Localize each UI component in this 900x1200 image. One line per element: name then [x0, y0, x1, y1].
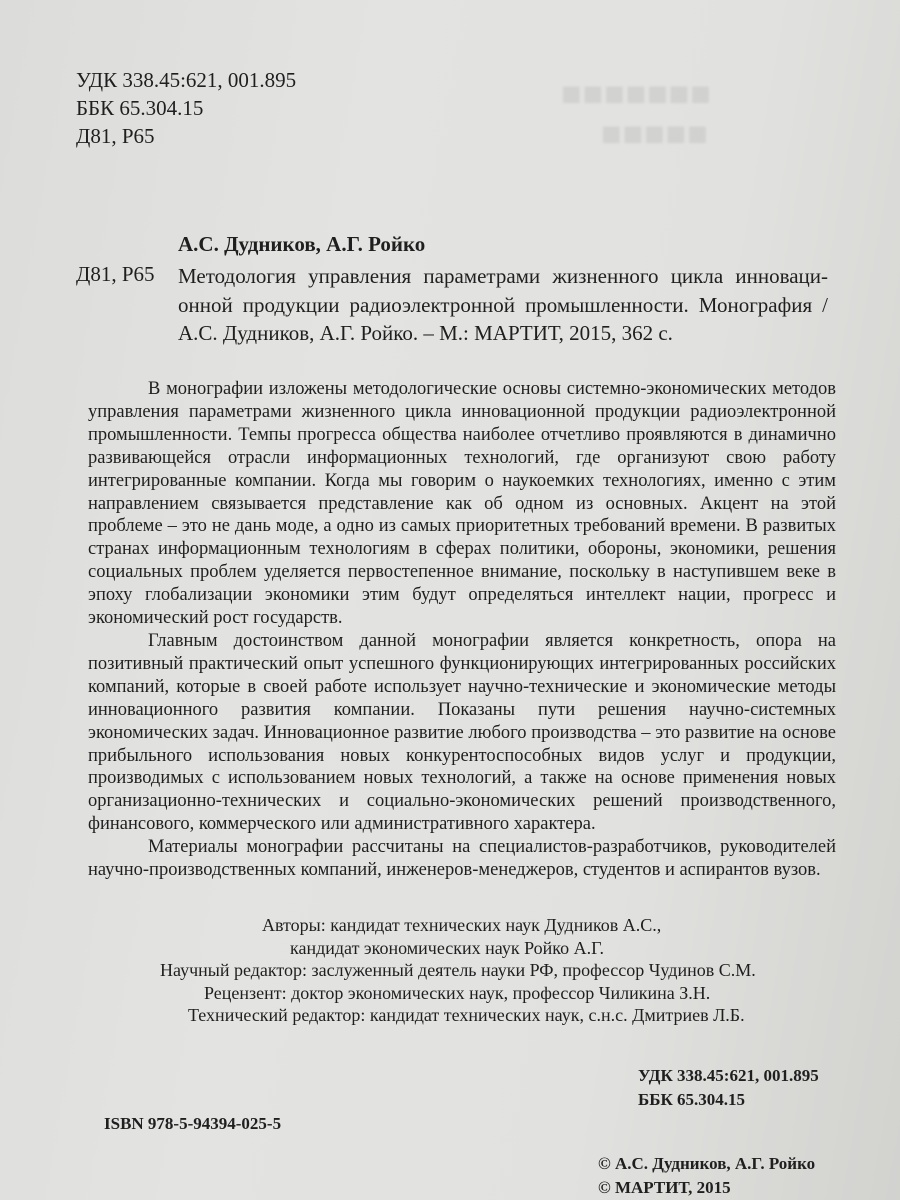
author-sign: Д81, Р65	[76, 124, 155, 148]
show-through-shadow: ■■■■■	[600, 116, 708, 153]
footer-udk-code: УДК 338.45:621, 001.895	[638, 1066, 819, 1085]
bibliographic-description	[178, 262, 828, 348]
annotation-paragraph: В монографии изложены методологические основы системно-экономических методов управления параметрами жизненного цикла инновационной продукции радиоэлектронной промышленности. Темпы прогресса общества наиболее отчетливо проявляются в динамично развивающейся отрасли информационных технологий, где организуют свою работу интегрированные компании. Когда мы говорим о наукоемких технологиях, именно с этим направлением связывается представление как об одном из основных. Акцент на этой проблеме – это не дань моде, а одно из самых приоритетных требований времени. В развитых странах информационным технологиям в сферах политики, обороны, экономики, решения социальных проблем уделяется первостепенное внимание, поскольку в наступившем веке в эпоху глобализации экономики этим будут определяться интеллект нации, прогресс и экономический рост государств.	[88, 379, 836, 629]
bibliographic-line: А.С. Дудников, А.Г. Ройко. – М.: МАРТИТ, 2015, 362 с.	[178, 321, 673, 345]
bibliographic-line: онной продукции радиоэлектронной промышленности. Монография /	[178, 292, 828, 317]
authors-credit-continued: кандидат экономических наук Ройко А.Г.	[290, 937, 605, 958]
annotation-paragraph: Главным достоинством данной монографии является конкретность, опора на позитивный практический опыт успешного функционирующих интегрированных российских компаний, которые в своей работе использует научно-технические и экономические методы инновационного развития компании. Показаны пути решения научно-системных экономических задач. Инновационное развитие любого производства – это развитие на основе прибыльного использования новых конкурентоспособных видов услуг и продукции, производимых с использованием новых технологий, а также на основе применения новых организационно-технических и социально-экономических решений производственного, финансового, коммерческого или административного характера.	[88, 630, 836, 835]
bbk-code: ББК 65.304.15	[76, 96, 204, 120]
copyright-block	[598, 1152, 815, 1200]
reviewer-credit: Рецензент: доктор экономических наук, профессор Чиликина З.Н.	[204, 982, 711, 1003]
copyright-authors: © А.С. Дудников, А.Г. Ройко	[598, 1154, 816, 1173]
copyright-publisher: © МАРТИТ, 2015	[598, 1178, 731, 1197]
classification-codes	[76, 66, 296, 150]
annotation-paragraph: Материалы монографии рассчитаны на специалистов-разработчиков, руководителей научно-производственных компаний, инженеров-менеджеров, студентов и аспирантов вузов.	[88, 837, 836, 881]
show-through-shadow: ■■■■■■■	[560, 76, 711, 113]
annotation	[88, 378, 836, 882]
technical-editor-credit: Технический редактор: кандидат технических наук, с.н.с. Дмитриев Л.Б.	[188, 1005, 745, 1026]
scientific-editor-credit: Научный редактор: заслуженный деятель науки РФ, профессор Чудинов С.М.	[160, 960, 756, 981]
isbn: ISBN 978-5-94394-025-5	[104, 1114, 282, 1133]
record-authors: А.С. Дудников, А.Г. Ройко	[178, 232, 426, 256]
record-author-sign: Д81, Р65	[76, 262, 155, 286]
footer-classification-codes	[638, 1064, 819, 1112]
authors-credit: Авторы: кандидат технических наук Дудников А.С.,	[262, 915, 662, 935]
credits-block	[160, 914, 800, 1027]
bibliographic-line: Методология управления параметрами жизненного цикла инноваци-	[178, 264, 828, 288]
udk-code: УДК 338.45:621, 001.895	[76, 68, 297, 92]
footer-bbk-code: ББК 65.304.15	[638, 1090, 746, 1109]
